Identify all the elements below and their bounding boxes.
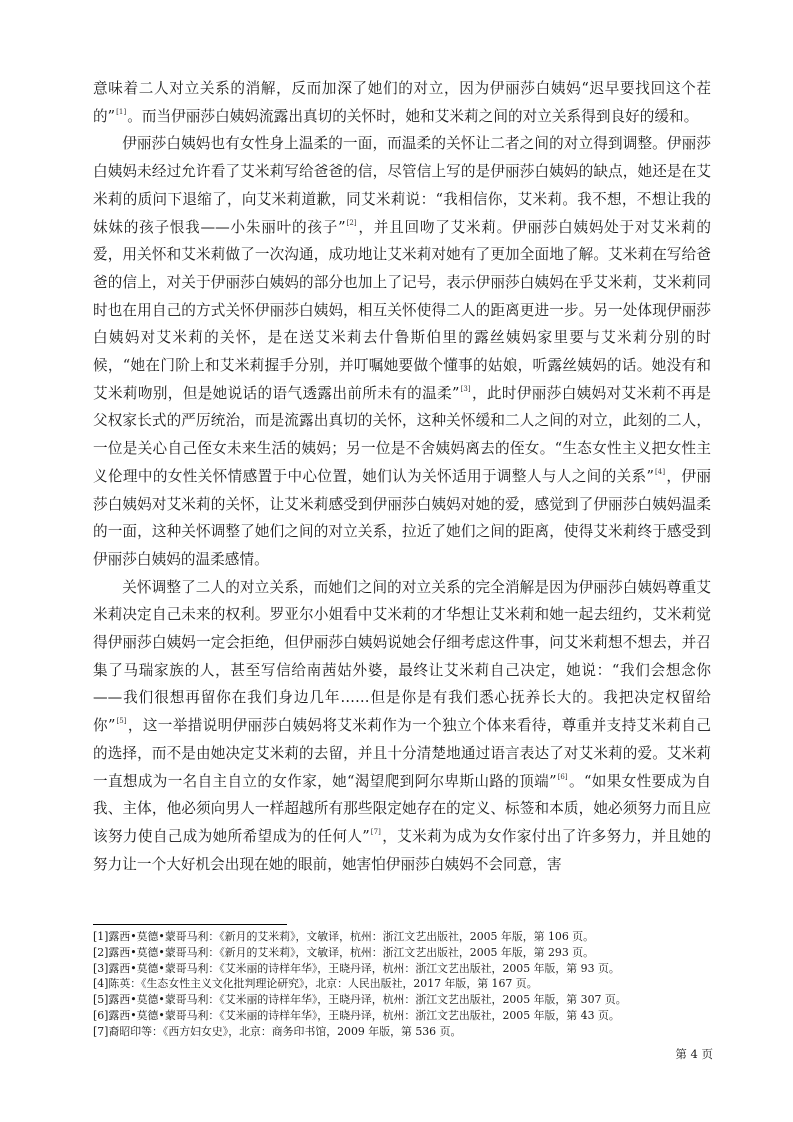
text-segment: 关怀调整了二人的对立关系，而她们之间的对立关系的完全消解是因为伊丽莎白姨妈尊重艾米莉决定自己未来的权利。罗亚尔小姐看中艾米莉的才华想让艾米莉和她一起去纽约，艾米莉觉得伊丽莎白姨妈一定会拒绝，但伊丽莎白姨妈说她会仔细考虑这件事，问艾米莉想不想去，并召集了马瑞家族的人，甚至写信给南茜姑外婆，最终让艾米莉自己决定，她说：“我们会想念你——我们很想再留你在我们身边几年……但是你是有我们悉心抚养长大的。我把决定权留给你” (93, 578, 711, 735)
paragraph (93, 574, 711, 879)
text-segment: 。“如果女性要成为自我、主体，他必须向男人一样超越所有那些限定她存在的定义、标签和本质，她必须努力而且应该努力使自己成为她所希望成为的任何人” (93, 772, 712, 845)
footnote-reference: [1] (116, 107, 127, 116)
footnote-separator (93, 924, 287, 925)
footnote-reference: [4] (655, 467, 666, 476)
paragraph (93, 75, 711, 130)
footnote-entry: [1]露西•莫德•蒙哥马利：《新月的艾米莉》，文敏译，杭州：浙江文艺出版社，2005 年版，第 106 页。 (93, 930, 595, 943)
paragraph (93, 130, 711, 573)
footnote-reference: [5] (116, 717, 127, 726)
footnote-reference: [2] (346, 218, 357, 227)
text-segment: ，此时伊丽莎白姨妈对艾米莉不再是父权家长式的严厉统治，而是流露出真切的关怀，这种关怀缓和二人之间的对立，此刻的二人，一位是关心自己侄女未来生活的姨妈；另一位是不舍姨妈离去的侄女。“生态女性主义把女性主义伦理中的女性关怀情感置于中心位置，她们认为关怀适用于调整人与人之间的关系” (93, 384, 711, 485)
text-segment: ，这一举措说明伊丽莎白姨妈将艾米莉作为一个独立个体来看待，尊重并支持艾米莉自己的选择，而不是由她决定艾米莉的去留，并且十分清楚地通过语言表达了对艾米莉的爱。艾米莉一直想成为一名自主自立的女作家，她“渴望爬到阿尔卑斯山路的顶端” (93, 717, 712, 790)
text-segment: 。而当伊丽莎白姨妈流露出真切的关怀时，她和艾米莉之间的对立关系得到良好的缓和。 (127, 107, 699, 125)
text-segment: 伊丽莎白姨妈也有女性身上温柔的一面，而温柔的关怀让二者之间的对立得到调整。伊丽莎白姨妈未经过允许看了艾米莉写给爸爸的信，尽管信上写的是伊丽莎白姨妈的缺点，她还是在艾米莉的质问下退缩了，向艾米莉道歉，同艾米莉说：“我相信你，艾米莉。我不想，不想让我的妹妹的孩子恨我——小朱丽叶的孩子” (93, 135, 711, 236)
body-text (93, 75, 711, 878)
footnote-reference: [7] (370, 827, 381, 836)
footnote-entry: [6]露西•莫德•蒙哥马利：《艾米丽的诗样年华》，王晓丹译，杭州：浙江文艺出版社，2005 年版，第 43 页。 (93, 1008, 620, 1022)
footnote-reference: [6] (557, 772, 568, 781)
text-segment: 意味着二人对立关系的消解，反而加深了她们的对立，因为伊丽莎白姨妈“迟早要找回这个茬的” (93, 80, 711, 125)
footnote-entry: [2]露西•莫德•蒙哥马利：《新月的艾米莉》，文敏译，杭州：浙江文艺出版社，2005 年版，第 293 页。 (93, 945, 595, 959)
footnote-entry: [3]露西•莫德•蒙哥马利：《艾米丽的诗样年华》，王晓丹译，杭州：浙江文艺出版社，2005 年版，第 93 页。 (93, 961, 620, 975)
text-segment: ，艾米莉为成为女作家付出了许多努力，并且她的努力让一个大好机会出现在她的眼前，她害怕伊丽莎白姨妈不会同意，害 (93, 827, 711, 873)
footnote-reference: [3] (460, 384, 471, 393)
text-segment: ，伊丽莎白姨妈对艾米莉的关怀，让艾米莉感受到伊丽莎白姨妈对她的爱，感觉到了伊丽莎白姨妈温柔的一面，这种关怀调整了她们之间的对立关系，拉近了她们之间的距离，使得艾米莉终于感受到伊丽莎白姨妈的温柔感情。 (93, 467, 711, 568)
footnote-entry: [5]露西•莫德•蒙哥马利：《艾米丽的诗样年华》，王晓丹译，杭州：浙江文艺出版社，2005 年版，第 307 页。 (93, 993, 627, 1007)
footnote-entry: [7]裔昭印等：《西方妇女史》，北京：商务印书馆，2009 年版，第 536 页。 (93, 1024, 462, 1038)
footnotes (93, 929, 713, 1040)
text-segment: ，并且回吻了艾米莉。伊丽莎白姨妈处于对艾米莉的爱，用关怀和艾米莉做了一次沟通，成功地让艾米莉对她有了更加全面地了解。艾米莉在写给爸爸的信上，对关于伊丽莎白姨妈的部分也加上了记号，表示伊丽莎白姨妈在乎艾米莉，艾米莉同时也在用自己的方式关怀伊丽莎白姨妈，相互关怀使得二人的距离更进一步。另一处体现伊丽莎白姨妈对艾米莉的关怀，是在送艾米莉去什鲁斯伯里的露丝姨妈家里要与艾米莉分别的时候，“她在门阶上和艾米莉握手分别，并叮嘱她要做个懂事的姑娘，听露丝姨妈的话。她没有和艾米莉吻别，但是她说话的语气透露出前所未有的温柔” (93, 218, 712, 402)
page-number: 第 4 页 (675, 1047, 713, 1061)
footnote-entry: [4]陈英：《生态女性主义文化批判理论研究》，北京：人民出版社，2017 年版，第 167 页。 (93, 977, 538, 991)
